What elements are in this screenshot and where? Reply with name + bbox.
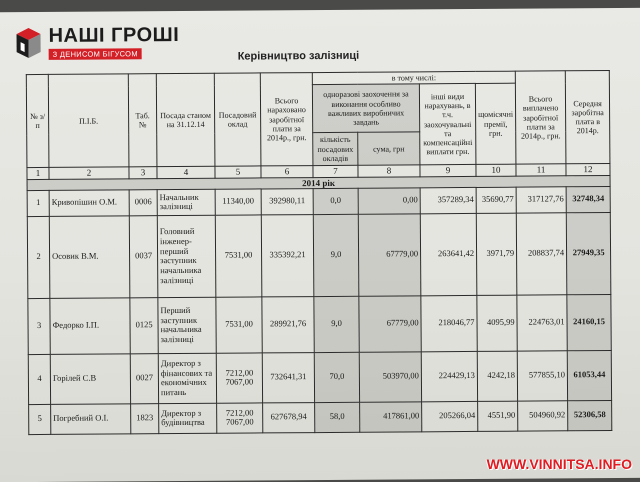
cell-count: 9,0 (313, 214, 359, 296)
col-number: 12 (566, 164, 610, 176)
year-label: 2014 рік (27, 175, 610, 190)
cell-name: Погребний О.І. (51, 404, 131, 435)
header-other: інші види нарахувань, в т.ч. заохочувальні та компенсаційні виплати грн. (419, 84, 476, 165)
col-number: 6 (261, 166, 313, 178)
table-row (28, 294, 611, 354)
cell-salary: 7212,00 7067,00 (217, 403, 263, 433)
cell-count: 0,0 (313, 188, 358, 214)
logo-subtitle: З ДЕНИСОМ БІГУСОМ (49, 48, 142, 60)
cell-total: 627678,94 (263, 402, 315, 432)
header-n: № з/п (26, 74, 49, 167)
cell-other: 263641,42 (420, 213, 477, 295)
cell-bonus: 4242,18 (477, 351, 517, 401)
table-row (27, 186, 610, 216)
cell-count: 58,0 (315, 402, 360, 432)
cell-salary: 11340,00 (215, 189, 261, 215)
cell-paid: 317127,76 (516, 187, 566, 213)
cell-paid: 577855,10 (517, 351, 567, 401)
cell-n: 2 (27, 216, 50, 298)
cell-tab: 0125 (130, 298, 158, 354)
cell-n: 5 (29, 404, 51, 434)
header-tab: Таб. № (128, 74, 157, 167)
cell-name: Федорко І.П. (50, 298, 130, 355)
cell-average: 61053,44 (567, 350, 611, 400)
logo-cube-icon (14, 26, 42, 60)
header-including: в тому числі: (312, 71, 515, 85)
col-number: 4 (157, 166, 215, 178)
cell-total: 289921,76 (262, 296, 314, 352)
cell-position: Директор з будівництва (159, 403, 217, 433)
salary-table (26, 70, 613, 435)
cell-count: 70,0 (314, 352, 359, 402)
cell-position: Начальник залізниці (157, 189, 215, 215)
col-number: 9 (420, 165, 476, 177)
cell-paid: 208837,74 (516, 213, 567, 295)
header-average: Середня заробітна плата в 2014р. (565, 71, 610, 164)
cell-bonus: 3971,79 (476, 213, 517, 295)
cell-paid: 504960,92 (518, 401, 568, 431)
cell-sum: 417861,00 (360, 402, 422, 432)
logo-title: НАШІ ГРОШІ (48, 24, 180, 47)
col-number: 2 (49, 167, 129, 179)
table-row (28, 350, 611, 404)
cell-n: 4 (28, 354, 50, 404)
col-number: 7 (313, 165, 358, 177)
cell-total: 732641,31 (262, 352, 314, 402)
cell-salary: 7531,00 (216, 297, 262, 353)
header-position: Посада станом на 31.12.14 (156, 73, 215, 167)
header-count: кількість посадових окладів (313, 132, 358, 165)
cell-count: 9,0 (314, 296, 359, 352)
cell-other: 224429,13 (421, 351, 477, 401)
cell-sum: 67779,00 (359, 296, 421, 352)
cell-n: 1 (27, 190, 49, 216)
cell-name: Горілей С.В (50, 354, 130, 405)
col-number: 10 (476, 164, 516, 176)
site-watermark: WWW.VINNITSA.INFO (486, 456, 632, 472)
cell-average: 27949,35 (566, 212, 611, 294)
cell-position: Головний інженер-перший заступник начальника залізниці (157, 215, 216, 297)
header-salary: Посадовий оклад (214, 73, 261, 167)
cell-bonus: 4551,90 (478, 401, 518, 431)
header-total-paid: Всього виплачено заробітної плати за 2014р., грн. (515, 71, 566, 165)
cell-salary: 7212,00 7067,00 (216, 353, 262, 403)
col-number: 3 (129, 167, 157, 179)
cell-average: 24160,15 (567, 294, 611, 350)
logo (14, 25, 184, 60)
cell-bonus: 35690,77 (476, 187, 516, 213)
cell-tab: 0006 (129, 190, 157, 216)
cell-other: 357289,34 (420, 187, 476, 213)
header-total-accrued: Всього нараховано заробітної плати за 2014р., грн. (260, 73, 313, 167)
header-name: П.І.Б. (48, 74, 129, 168)
cell-average: 52306,58 (568, 400, 612, 430)
col-number: 5 (215, 166, 261, 178)
document-heading: Керівництво залізниці (237, 49, 360, 63)
cell-position: Перший заступник начальника залізниці (158, 297, 216, 353)
table-row (29, 400, 612, 434)
cell-n: 3 (28, 298, 50, 354)
cell-sum: 0,00 (358, 188, 420, 214)
cell-tab: 0037 (129, 216, 158, 298)
cell-other: 205266,04 (422, 401, 478, 431)
header-bonus: щомісячні премії, грн. (475, 83, 516, 164)
cell-average: 32748,34 (566, 186, 610, 212)
cell-tab: 0027 (130, 354, 158, 404)
cell-sum: 503970,00 (359, 352, 421, 402)
cell-position: Директор з фінансових та економічних питань (158, 353, 216, 403)
table-row (27, 212, 611, 298)
header-one-time: одноразові заохочення за виконання особливо важливих виробничих завдань (312, 84, 419, 133)
cell-name: Кривопішин О.М. (49, 190, 129, 217)
cell-sum: 67779,00 (358, 214, 421, 296)
cell-salary: 7531,00 (215, 215, 262, 297)
col-number: 8 (358, 165, 420, 177)
header-sum: сума, грн (358, 132, 420, 165)
col-number: 11 (516, 164, 566, 176)
cell-name: Осовик В.М. (49, 216, 130, 299)
cell-tab: 1823 (131, 404, 159, 434)
cell-other: 218046,77 (421, 295, 477, 351)
cell-total: 392980,11 (261, 188, 313, 214)
cell-bonus: 4095,99 (477, 295, 517, 351)
cell-paid: 224763,01 (517, 295, 567, 351)
col-number: 1 (27, 168, 49, 179)
cell-total: 335392,21 (261, 214, 314, 296)
document-page (0, 8, 640, 482)
